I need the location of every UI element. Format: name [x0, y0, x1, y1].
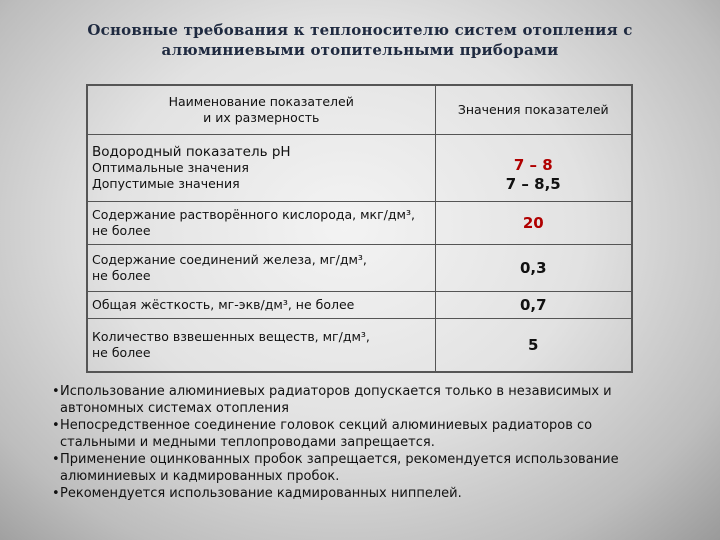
- oxygen-label-line1: Содержание растворённого кислорода, мкг/дм³,: [92, 207, 415, 222]
- oxygen-value: 20: [435, 202, 632, 245]
- bullet-icon: •: [52, 452, 60, 467]
- table-header-row: [87, 85, 632, 135]
- hardness-value: 0,7: [435, 292, 632, 319]
- list-item: [52, 417, 692, 451]
- slide-title: [60, 20, 660, 60]
- slide-title-line1: Основные требования к теплоносителю систем отопления с: [87, 21, 633, 39]
- table-row-ph: [87, 135, 632, 202]
- note-text-line2: алюминиевых и кадмированных пробок.: [60, 469, 340, 484]
- hardness-label: Общая жёсткость, мг-экв/дм³, не более: [92, 297, 355, 312]
- header-indicator-line2: и их размерность: [203, 110, 320, 125]
- ph-allowed-label: Допустимые значения: [92, 176, 240, 191]
- note-text-line2: автономных системах отопления: [60, 401, 289, 416]
- note-text-line1: Непосредственное соединение головок секций алюминиевых радиаторов со: [60, 418, 593, 433]
- list-item: [52, 485, 692, 502]
- suspended-label-line2: не более: [92, 345, 151, 360]
- header-indicator-name: [87, 85, 435, 135]
- header-indicator-line1: Наименование показателей: [168, 94, 354, 109]
- requirements-table: [86, 84, 633, 373]
- ph-label: Водородный показатель pH: [92, 144, 291, 160]
- hardness-label-cell: [87, 292, 435, 319]
- suspended-value: 5: [435, 319, 632, 373]
- suspended-label-cell: [87, 319, 435, 373]
- list-item: [52, 451, 692, 485]
- header-values: Значения показателей: [435, 85, 632, 135]
- bullet-icon: •: [52, 486, 60, 501]
- note-text-line1: Рекомендуется использование кадмированных ниппелей.: [60, 486, 462, 501]
- oxygen-label-cell: [87, 202, 435, 245]
- bullet-icon: •: [52, 418, 60, 433]
- iron-label-cell: [87, 245, 435, 292]
- iron-label-line2: не более: [92, 268, 151, 283]
- notes-list: [52, 383, 692, 502]
- ph-label-cell: [87, 135, 435, 202]
- ph-value-cell: [435, 135, 632, 202]
- note-text-line1: Использование алюминиевых радиаторов допускается только в независимых и: [60, 384, 612, 399]
- iron-label-line1: Содержание соединений железа, мг/дм³,: [92, 252, 367, 267]
- bullet-icon: •: [52, 384, 60, 399]
- note-text-line2: стальными и медными теплопроводами запрещается.: [60, 435, 435, 450]
- table-row-hardness: [87, 292, 632, 319]
- slide-title-line2: алюминиевыми отопительными приборами: [161, 41, 559, 59]
- ph-optimal-label: Оптимальные значения: [92, 160, 249, 175]
- note-text-line1: Применение оцинкованных пробок запрещается, рекомендуется использование: [60, 452, 619, 467]
- list-item: [52, 383, 692, 417]
- ph-optimal-value: 7 – 8: [513, 156, 553, 174]
- table-row-iron: [87, 245, 632, 292]
- iron-value: 0,3: [435, 245, 632, 292]
- suspended-label-line1: Количество взвешенных веществ, мг/дм³,: [92, 329, 370, 344]
- table-row-suspended: [87, 319, 632, 373]
- table-row-oxygen: [87, 202, 632, 245]
- ph-allowed-value: 7 – 8,5: [505, 175, 561, 193]
- oxygen-label-line2: не более: [92, 223, 151, 238]
